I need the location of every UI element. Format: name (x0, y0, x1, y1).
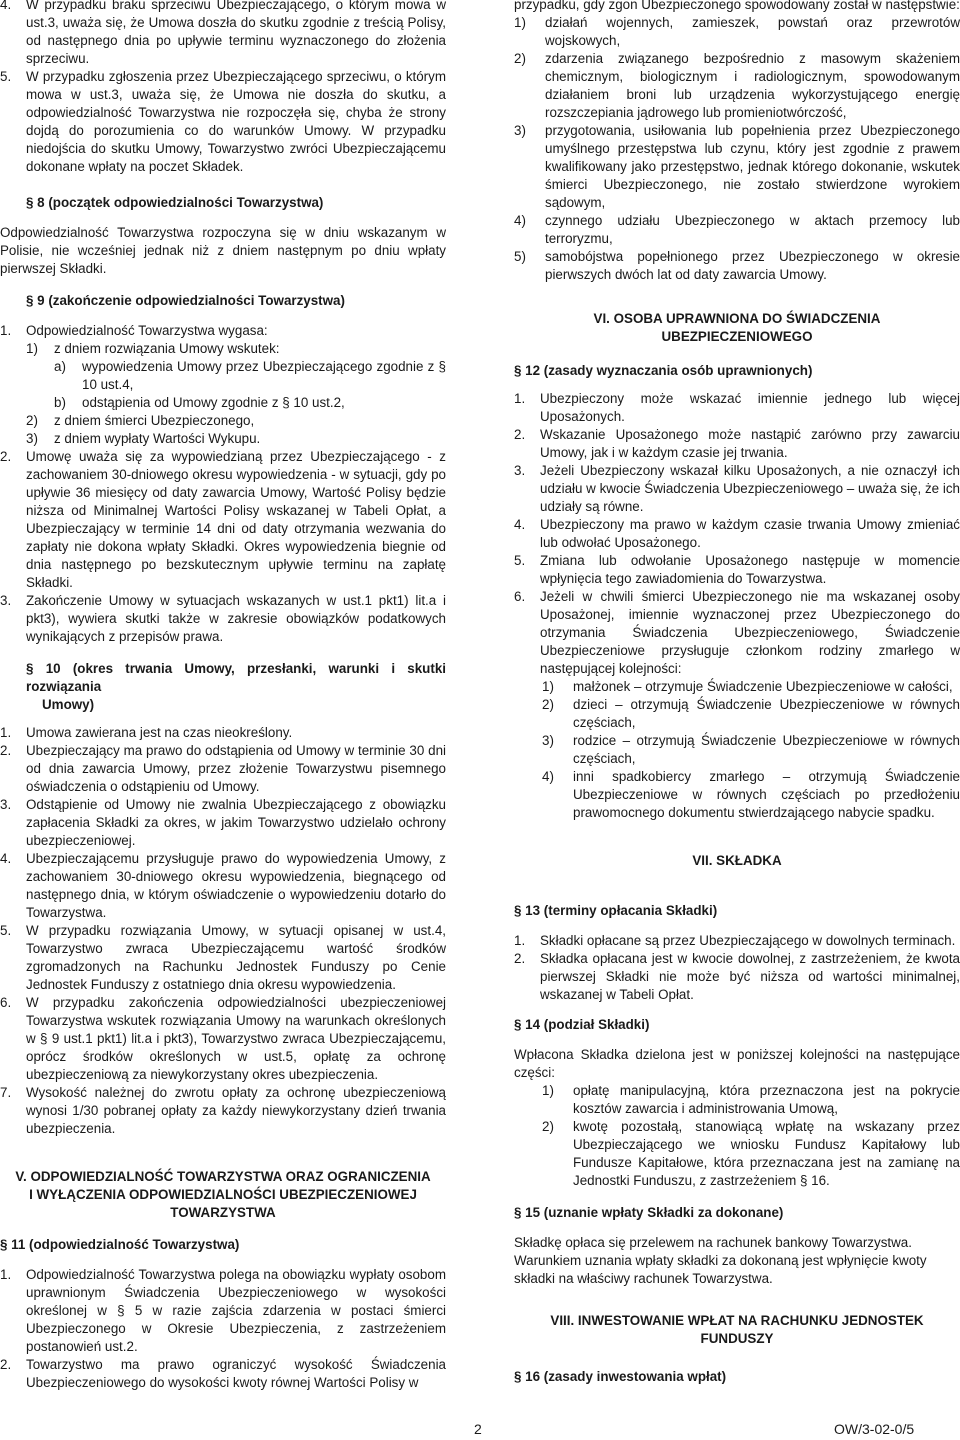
section-heading-10-cont: Umowy) (42, 697, 95, 712)
section-8-text: Odpowiedzialność Towarzystwa rozpoczyna się w dniu wskazanym w Polisie, nie wcześniej jednak niż z dniem następnym po dniu wpłaty pierwszej Składki. (0, 225, 446, 276)
list-item (514, 462, 960, 516)
item-text: wypowiedzenia Umowy przez Ubezpieczającego zgodnie z § 10 ust.4, (82, 359, 446, 392)
sub-list-item (0, 340, 446, 358)
item-number: 2. (0, 449, 12, 464)
item-number: 6. (0, 995, 12, 1010)
chapter-6-line: VI. OSOBA UPRAWNIONA DO ŚWIADCZENIA (593, 311, 881, 326)
item-text: małżonek – otrzymuje Świadczenie Ubezpieczeniowe w całości, (573, 679, 953, 694)
list-item (514, 122, 960, 212)
item-number: 5) (514, 249, 526, 264)
item-number: 2. (0, 1357, 12, 1372)
item-number: 5. (514, 553, 526, 568)
list-item (514, 248, 960, 284)
list-item (0, 850, 446, 922)
list-item (0, 1356, 446, 1392)
section-14-text: Wpłacona Składka dzielona jest w poniższej kolejności na następujące części: (514, 1047, 960, 1080)
item-text: Ubezpieczający ma prawo do odstąpienia od Umowy w terminie 30 dni od dnia zawarcia Umowy, przez złożenie Towarzystwu pisemnego oświadczenia o odstąpieniu od Umowy. (26, 743, 446, 794)
sub-list-item (514, 696, 960, 732)
section-heading-8: § 8 (początek odpowiedzialności Towarzystwa) (26, 195, 324, 210)
section-12-list (514, 390, 960, 822)
item-number: 2) (26, 413, 38, 428)
continued-text: przypadku, gdy zgon Ubezpieczonego spowodowany został w następstwie: (514, 0, 960, 12)
list-item (514, 426, 960, 462)
item-number: 3) (26, 431, 38, 446)
item-number: 1. (0, 725, 12, 740)
item-text: przygotowania, usiłowania lub popełnienia przez Ubezpieczonego umyślnego przestępstwa lub czynu, który jest zgodnie z prawem kwalifikowany jako przestępstwo, jednak którego dokonanie, wskutek śmierci Ubezpieczonego, nie zostało stwierdzone wyrokiem sądowym, (545, 123, 960, 210)
list-item (514, 516, 960, 552)
chapter-6-title (514, 310, 960, 346)
sub-list-item (514, 678, 960, 696)
item-number: 3. (514, 463, 526, 478)
item-number: 2) (542, 1119, 554, 1134)
item-text: Wskazanie Uposażonego może nastąpić zarówno przy zawarciu Umowy, jak i w każdym czasie jej trwania. (540, 427, 960, 460)
section-heading-16: § 16 (zasady inwestowania wpłat) (514, 1369, 727, 1384)
list-item (514, 950, 960, 1004)
item-number: 1) (26, 341, 38, 356)
item-number: 6. (514, 589, 526, 604)
list-item (514, 212, 960, 248)
chapter-7-title: VII. SKŁADKA (692, 853, 782, 868)
list-item (0, 742, 446, 796)
item-text: z dniem rozwiązania Umowy wskutek: (54, 341, 280, 356)
item-number: 2) (542, 697, 554, 712)
sub-list-item (514, 1118, 960, 1190)
list-item (514, 588, 960, 678)
item-text: z dniem wypłaty Wartości Wykupu. (54, 431, 261, 446)
item-number: 7. (0, 1085, 12, 1100)
item-number: 1) (542, 679, 554, 694)
item-number: b) (54, 395, 66, 410)
item-text: Towarzystwo ma prawo ograniczyć wysokość Świadczenia Ubezpieczeniowego do wysokości kwoty równej Wartości Polisy w (26, 1357, 446, 1390)
item-text: W przypadku braku sprzeciwu Ubezpieczającego, o którym mowa w ust.3, uważa się, że Umowa doszła do skutku zgodnie z treścią Polisy, od następnego dnia po upływie terminu wyznaczonego do złożenia sprzeciwu. (26, 0, 446, 66)
item-text: działań wojennych, zamieszek, powstań oraz przewrotów wojskowych, (545, 15, 960, 48)
item-number: 1. (514, 391, 526, 406)
item-text: Ubezpieczony może wskazać imiennie jednego lub więcej Uposażonych. (540, 391, 960, 424)
item-text: kwotę pozostałą, stanowiącą wpłatę na wskazany przez Ubezpieczającego we wniosku Fundusz Kapitałowy lub Fundusze Kapitałowe, która przeznaczana jest na zamianę na Jednostki Funduszu, z zastrzeżeniem § 16. (573, 1119, 960, 1188)
list-item (514, 14, 960, 50)
list-item (0, 796, 446, 850)
item-text: Odstąpienie od Umowy nie zwalnia Ubezpieczającego z obowiązku zapłacenia Składki za okres, w jakim Towarzystwo udzielało ochrony ubezpieczeniowej. (26, 797, 446, 848)
item-number: 1. (514, 933, 526, 948)
item-text: rodzice – otrzymują Świadczenie Ubezpieczeniowe w równych częściach, (573, 733, 960, 766)
section-heading-13: § 13 (terminy opłacania Składki) (514, 903, 718, 918)
item-text: dzieci – otrzymują Świadczenie Ubezpieczeniowe w równych częściach, (573, 697, 960, 730)
item-number: 1) (542, 1083, 554, 1098)
sub-list-item (0, 430, 446, 448)
item-text: Jeżeli Ubezpieczony wskazał kilku Uposażonych, a nie oznaczył ich udziału w kwocie Świadczenia Ubezpieczeniowego – uważa się, że ich udziały są równe. (540, 463, 960, 514)
left-column (0, 0, 446, 1392)
section-13-list (514, 932, 960, 1004)
item-text: Wysokość należnej do zwrotu opłaty za ochronę ubezpieczeniową wynosi 1/30 pobranej opłaty za każdy niewykorzystany dzień trwania ubezpieczenia. (26, 1085, 446, 1136)
chapter-5-line: I WYŁĄCZENIA ODPOWIEDZIALNOŚCI UBEZPIECZENIOWEJ (29, 1187, 417, 1202)
sub-sub-list-item (0, 358, 446, 394)
item-text: Zmiana lub odwołanie Uposażonego następuje w momencie wpłynięcia tego zawiadomienia do Towarzystwa. (540, 553, 960, 586)
sub-sub-list-item (0, 394, 446, 412)
chapter-5-line: V. ODPOWIEDZIALNOŚĆ TOWARZYSTWA ORAZ OGRANICZENIA (15, 1169, 431, 1184)
item-number: 4. (0, 851, 12, 866)
item-text: odstąpienia od Umowy zgodnie z § 10 ust.2, (82, 395, 345, 410)
item-number: 4. (514, 517, 526, 532)
sub-list-item (514, 732, 960, 768)
section-11-list (0, 1266, 446, 1392)
item-text: Składka opłacana jest w kwocie dowolnej, z zastrzeżeniem, że kwota pierwszej Składki nie może być niższa od wartości minimalnej, wskazanej w Tabeli Opłat. (540, 951, 960, 1002)
item-number: 1. (0, 1267, 12, 1282)
item-text: opłatę manipulacyjną, która przeznaczona jest na pokrycie kosztów zawarcia i administrowania Umową, (573, 1083, 960, 1116)
item-number: 3. (0, 797, 12, 812)
list-item (0, 994, 446, 1084)
list-item (0, 448, 446, 592)
item-number: 4) (542, 769, 554, 784)
list-item (0, 0, 446, 68)
item-text: Umowę uważa się za wypowiedzianą przez Ubezpieczającego - z zachowaniem 30-dniowego okresu wypowiedzenia - w sytuacji, gdy po upływie 36 miesięcy od daty zawarcia Umowy, Wartość Polisy będzie niższa od Minimalnej Wartości Polisy wskazanej w Tabeli Opłat, a Ubezpieczający w terminie 14 dni od daty otrzymania wezwania do zapłaty nie dokona wpłaty Składki. Okres wypowiedzenia biegnie od dnia następnego po bezskutecznym upływie terminu na zapłatę Składki. (26, 449, 446, 590)
item-number: 2. (0, 743, 12, 758)
item-number: 4. (0, 0, 12, 12)
item-text: Umowa zawierana jest na czas nieokreślony. (26, 725, 293, 740)
item-text: Jeżeli w chwili śmierci Ubezpieczonego nie ma wskazanej osoby Uposażonej, imiennie wyznaczonej przez Ubezpieczonego do otrzymania Świadczenia Ubezpieczeniowego, Świadczenie Ubezpieczeniowe przysługuje członkom rodziny zmarłego w następującej kolejności: (540, 589, 960, 676)
item-text: Ubezpieczającemu przysługuje prawo do wypowiedzenia Umowy, z zachowaniem 30-dniowego okresu wypowiedzenia, biegnącego od następnego dnia, w którym oświadczenie o wypowiedzeniu dotarło do Towarzystwa. (26, 851, 446, 920)
section-heading-12: § 12 (zasady wyznaczania osób uprawnionych) (514, 363, 813, 378)
item-number: a) (54, 359, 66, 374)
item-text: Odpowiedzialność Towarzystwa wygasa: (26, 323, 268, 338)
list-item (514, 552, 960, 588)
section-heading-11: § 11 (odpowiedzialność Towarzystwa) (0, 1237, 240, 1252)
item-text: W przypadku zgłoszenia przez Ubezpieczającego sprzeciwu, o którym mowa w ust.3, uważa się, że Umowa nie doszła do skutku, a odpowiedzialność Towarzystwa nie rozpoczęła się, chyba że strony dojdą do porozumienia co do warunków Umowy. W przypadku niedojścia do skutku Umowy, Towarzystwo zwróci Ubezpieczającemu dokonane wpłaty na poczet Składek. (26, 69, 446, 174)
item-number: 4) (514, 213, 526, 228)
chapter-8-title: VIII. INWESTOWANIE WPŁAT NA RACHUNKU JEDNOSTEK FUNDUSZY (550, 1313, 924, 1346)
item-text: W przypadku rozwiązania Umowy, w sytuacji opisanej w ust.4, Towarzystwo zwraca Ubezpieczającemu wartość środków zgromadzonych na Rachunku Jednostek Funduszy po Cenie Jednostek Funduszy z ostatniego dnia okresu wypowiedzenia. (26, 923, 446, 992)
item-text: Ubezpieczony ma prawo w każdym czasie trwania Umowy zmieniać lub odwołać Uposażonego. (540, 517, 960, 550)
item-text: Składki opłacane są przez Ubezpieczającego w dowolnych terminach. (540, 933, 956, 948)
page-number: 2 (474, 1421, 482, 1437)
item-number: 2. (514, 427, 526, 442)
item-number: 3. (0, 593, 12, 608)
item-number: 1) (514, 15, 526, 30)
section-heading-10: § 10 (okres trwania Umowy, przesłanki, warunki i skutki rozwiązania (26, 661, 446, 694)
list-item (0, 322, 446, 340)
item-number: 3) (542, 733, 554, 748)
list-item (0, 1266, 446, 1356)
item-number: 5. (0, 923, 12, 938)
list-item (0, 724, 446, 742)
item-text: W przypadku zakończenia odpowiedzialności ubezpieczeniowej Towarzystwa wskutek rozwiązania Umowy na warunkach określonych w § 9 ust.1 pkt1) lit.a i pkt3), Towarzystwo zwraca Ubezpieczającemu, oprócz środków określonych w ust.5, opłatę za ochronę ubezpieczeniową za niewykorzystany okres ubezpieczenia. (26, 995, 446, 1082)
exclusions-list (514, 14, 960, 284)
list-item (0, 1084, 446, 1138)
item-number: 2. (514, 951, 526, 966)
item-text: czynnego udziału Ubezpieczonego w aktach przemocy lub terroryzmu, (545, 213, 960, 246)
section-heading-14: § 14 (podział Składki) (514, 1017, 650, 1032)
list-item (0, 592, 446, 646)
sub-list-item (514, 1082, 960, 1118)
chapter-6-line: UBEZPIECZENIOWEGO (661, 329, 813, 344)
list-item (514, 50, 960, 122)
right-column (514, 0, 960, 1386)
list-item (0, 68, 446, 176)
section-heading-9: § 9 (zakończenie odpowiedzialności Towarzystwa) (26, 293, 345, 308)
item-number: 5. (0, 69, 12, 84)
document-code: OW/3-02-0/5 (834, 1421, 915, 1437)
item-number: 3) (514, 123, 526, 138)
section-15-text: Składkę opłaca się przelewem na rachunek bankowy Towarzystwa. Warunkiem uznania wpłaty składki za dokonaną jest wpłynięcie kwoty składki na właściwy rachunek Towarzystwa. (514, 1235, 927, 1286)
sub-list-item (514, 768, 960, 822)
item-text: inni spadkobiercy zmarłego – otrzymują Świadczenie Ubezpieczeniowe w równych częściach po przedłożeniu prawomocnego dokumentu stwierdzającego nabycie spadku. (573, 769, 960, 820)
section-10-list (0, 724, 446, 1138)
chapter-5-line: TOWARZYSTWA (170, 1205, 276, 1220)
item-text: z dniem śmierci Ubezpieczonego, (54, 413, 255, 428)
item-text: Odpowiedzialność Towarzystwa polega na obowiązku wypłaty osobom uprawnionym Świadczenia Ubezpieczeniowego w wysokości określonej w § 5 w razie zajścia zdarzenia w postaci śmierci Ubezpieczonego w Okresie Ubezpieczenia, z zastrzeżeniem postanowień ust.2. (26, 1267, 446, 1354)
item-text: zdarzenia związanego bezpośrednio z masowym skażeniem chemicznym, biologicznym i radiologicznym, spowodowanym działaniem broni lub urządzenia wykorzystującego energię rozszczepiania jądrowego lub promieniotwórczość, (545, 51, 960, 120)
item-number: 2) (514, 51, 526, 66)
item-text: Zakończenie Umowy w sytuacjach wskazanych w ust.1 pkt1) lit.a i pkt3), wywiera skutki także w zakresie obowiązków podatkowych wynikających z przepisów prawa. (26, 593, 446, 644)
sub-list-item (0, 412, 446, 430)
item-text: samobójstwa popełnionego przez Ubezpieczonego w okresie pierwszych dwóch lat od daty zawarcia Umowy. (545, 249, 960, 282)
chapter-5-title (0, 1168, 446, 1222)
list-item (0, 922, 446, 994)
list-item (514, 390, 960, 426)
item-number: 1. (0, 323, 12, 338)
section-heading-15: § 15 (uznanie wpłaty Składki za dokonane) (514, 1205, 784, 1220)
list-item (514, 932, 960, 950)
